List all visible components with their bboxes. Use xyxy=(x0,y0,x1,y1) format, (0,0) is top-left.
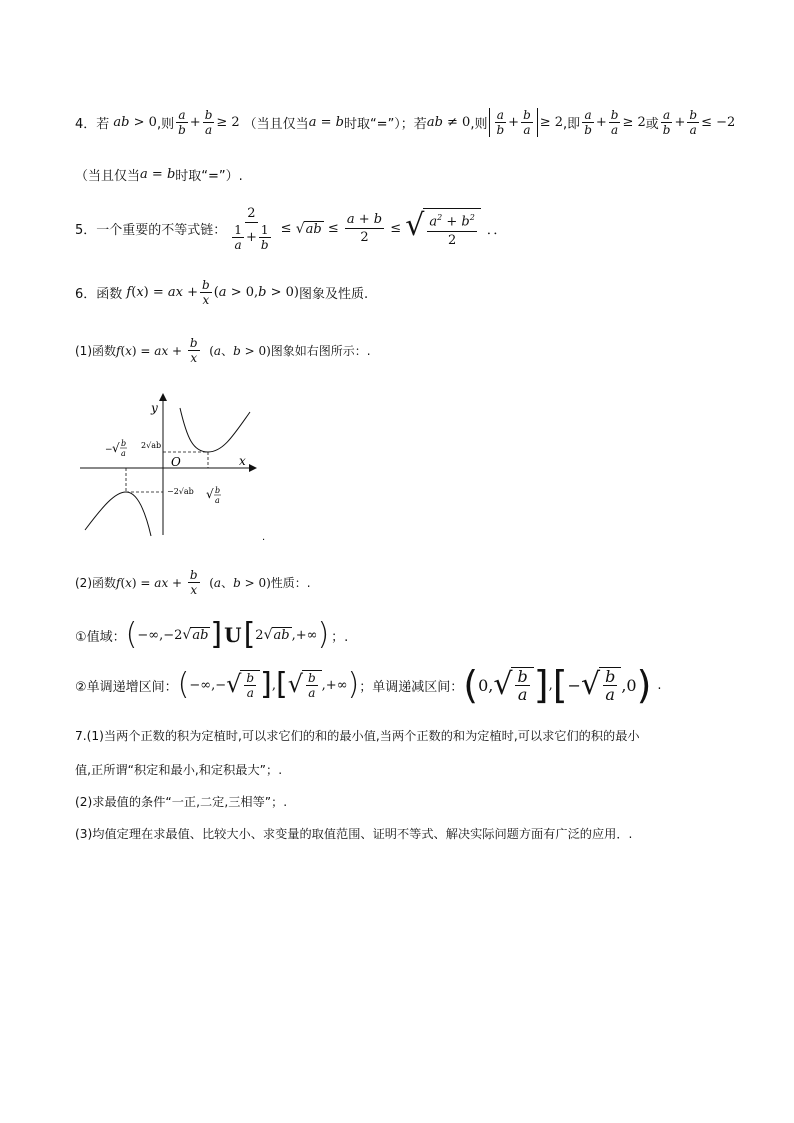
math: a xyxy=(218,285,227,300)
b-over-a-left-den: a xyxy=(121,449,126,458)
fraction: $\frac{b}{a}$ xyxy=(689,108,698,137)
math: √ ab xyxy=(263,627,290,643)
math: a xyxy=(213,575,222,590)
math: ( xyxy=(120,343,126,358)
b-over-a-right-den: a xyxy=(215,496,220,505)
math: f xyxy=(122,285,132,300)
math: [ xyxy=(275,667,288,702)
text: （当且仅当 xyxy=(243,117,309,132)
range-line xyxy=(75,617,349,652)
function-graph xyxy=(75,390,275,550)
math: x xyxy=(136,285,144,300)
origin-label: O xyxy=(171,455,181,469)
item-7-line1: 7.(1)当两个正数的积为定植时,可以求它们的和的最小值,当两个正数的和为定植时,可以求它们的积的最小 xyxy=(75,729,640,743)
math: √ $\frac{b}{a}$ xyxy=(288,670,322,700)
math: −∞,− xyxy=(189,677,227,693)
item-4-line xyxy=(75,108,735,137)
math: ax xyxy=(154,575,169,590)
math: ≠ 0 xyxy=(442,115,471,130)
math: ≥ 2 xyxy=(539,115,564,130)
fraction: $\frac{b}{x}$ xyxy=(189,336,198,365)
math: ≤ xyxy=(323,221,343,236)
monotonic-line xyxy=(75,663,662,707)
math: = xyxy=(151,167,167,182)
math: ,+∞ xyxy=(321,677,348,693)
math: ) = xyxy=(131,343,155,358)
math: ] xyxy=(210,617,223,652)
math: √ $\frac{b}{a}$ xyxy=(581,667,621,703)
text: 性质：. xyxy=(270,576,311,590)
math: = xyxy=(320,115,336,130)
text: （当且仅当 xyxy=(75,169,141,184)
text: ；. xyxy=(331,629,349,645)
text: 若 xyxy=(96,117,110,132)
math: + xyxy=(183,285,199,300)
math: , xyxy=(271,677,276,693)
text: ,即 xyxy=(563,117,581,132)
text: ,则 xyxy=(156,117,175,132)
math: b xyxy=(258,285,267,300)
text: . xyxy=(657,677,662,693)
math: √ ab xyxy=(182,627,209,643)
text: ②单调递增区间： xyxy=(75,679,178,695)
sqrt-label-right: √ xyxy=(206,487,214,501)
math: ax xyxy=(167,285,183,300)
math: a xyxy=(308,115,321,130)
text: 图象如右图所示：. xyxy=(270,344,371,358)
b-over-a-right-num: b xyxy=(215,486,221,495)
text: ①值域： xyxy=(75,629,126,645)
math: ( xyxy=(463,663,479,707)
text: 时取“=”）. xyxy=(175,169,243,184)
math: ) xyxy=(347,667,360,702)
math: ( xyxy=(177,667,190,702)
math: ≤ xyxy=(386,221,406,236)
math: ] xyxy=(260,667,272,702)
b-over-a-left-num: b xyxy=(121,439,127,448)
math: b xyxy=(335,115,344,130)
math: ) xyxy=(636,663,652,707)
x-axis-label: x xyxy=(239,454,246,468)
math: −∞,−2 xyxy=(137,627,183,643)
math: b xyxy=(166,167,176,182)
min-value-label: 2√ab xyxy=(141,441,162,450)
math: U xyxy=(224,623,242,647)
geometric-mean: √ ab xyxy=(295,220,322,237)
math: x xyxy=(125,343,132,358)
fraction: $\frac{a}{b}$ xyxy=(584,108,592,137)
item-5-line xyxy=(75,205,506,252)
fraction: $\frac{b}{a}$ xyxy=(204,108,213,137)
math: ) xyxy=(317,617,330,652)
sub-1-line xyxy=(75,336,371,365)
math: b xyxy=(233,575,241,590)
math: f xyxy=(116,575,121,590)
sqrt-label-left: √ xyxy=(112,441,120,455)
math: , xyxy=(548,677,553,693)
text: 时取“=”）；若 xyxy=(343,117,427,132)
math: > 0) xyxy=(240,343,271,358)
y-axis-label: y xyxy=(151,401,158,415)
text: 图象及性质. xyxy=(298,287,369,302)
math: 、 xyxy=(221,576,234,590)
math: [ xyxy=(552,663,568,707)
neg-sign: − xyxy=(105,445,113,455)
text: ．． xyxy=(486,223,507,238)
text: 或 xyxy=(645,117,659,132)
math: + xyxy=(168,343,186,358)
item-7-line4: (3)均值定理在求最值、比较大小、求变量的取值范围、证明不等式、解决实际问题方面有广泛的应用．. xyxy=(75,827,633,841)
fraction: $\frac{a}{b}$ xyxy=(662,108,671,137)
math: a xyxy=(140,167,152,182)
math: > 0, xyxy=(226,285,259,300)
math: a xyxy=(213,343,222,358)
item-number: 5． xyxy=(75,223,97,238)
math: ] xyxy=(533,663,549,707)
item-7-line3: (2)求最值的条件“一正,二定,三相等”；. xyxy=(75,795,288,809)
math: ≥ 2 xyxy=(622,115,646,130)
max-value-label: −2√ab xyxy=(167,487,194,496)
math: ( xyxy=(120,575,126,590)
math: > 0) xyxy=(266,285,299,300)
math: ab xyxy=(426,115,443,130)
math: 、 xyxy=(221,344,234,358)
math: 2 xyxy=(255,627,264,643)
arithmetic-mean: $\frac{a + b}{2}$ xyxy=(346,212,383,245)
math: ( xyxy=(201,575,214,590)
math: ( xyxy=(213,285,219,300)
math: + xyxy=(168,575,186,590)
math: ) = xyxy=(143,285,168,300)
left-branch-curve xyxy=(85,492,151,536)
math: − xyxy=(567,675,581,695)
sub-2-line xyxy=(75,568,311,597)
math: ( xyxy=(201,343,214,358)
math: 0, xyxy=(478,675,494,695)
abs-value: $\frac{a}{b}$ + $\frac{b}{a}$ xyxy=(489,108,537,137)
math: ( xyxy=(131,285,137,300)
item-number: 4． xyxy=(75,117,97,132)
text: (2)函数 xyxy=(75,576,116,590)
fraction: $\frac{b}{a}$ xyxy=(610,108,619,137)
text: 函数 xyxy=(96,287,123,302)
item-number: 6． xyxy=(75,287,97,302)
math: ≤ −2 xyxy=(701,115,736,130)
trailing-dot: . xyxy=(262,532,266,543)
math: ,0 xyxy=(621,675,637,695)
math: > 0) xyxy=(240,575,271,590)
item-7-line2: 值,正所谓“积定和最小,和定积最大”；. xyxy=(75,763,283,777)
math: ax xyxy=(154,343,169,358)
item-6-line xyxy=(75,278,368,307)
math: ≤ xyxy=(276,221,296,236)
text: 一个重要的不等式链： xyxy=(96,223,227,238)
math: [ xyxy=(243,617,256,652)
math: √ $\frac{b}{a}$ xyxy=(226,670,260,700)
fraction: $\frac{a}{b}$ xyxy=(178,108,186,137)
math: ab xyxy=(109,115,130,130)
fraction: $\frac{b}{x}$ xyxy=(189,568,198,597)
math: x xyxy=(125,575,132,590)
math: b xyxy=(233,343,241,358)
right-branch-curve xyxy=(180,408,250,452)
math: ,+∞ xyxy=(291,627,318,643)
fraction: $\frac{b}{x}$ xyxy=(202,278,210,307)
math: f xyxy=(116,343,121,358)
math: ) = xyxy=(131,575,155,590)
math: ≥ 2 xyxy=(216,115,240,130)
text: (1)函数 xyxy=(75,344,116,358)
harmonic-mean: 2 $\frac{1}{a}$ + $\frac{1}{b}$ xyxy=(234,206,269,252)
math: + xyxy=(595,115,607,130)
quadratic-mean: √ $\frac{a^2 + b^2}{2}$ xyxy=(405,208,481,248)
text: ；单调递减区间： xyxy=(359,679,464,695)
math: √ $\frac{b}{a}$ xyxy=(493,667,533,703)
math: > 0 xyxy=(129,115,157,130)
math: + xyxy=(674,115,686,130)
item-4-cont xyxy=(75,165,243,184)
math: ( xyxy=(125,617,138,652)
text: ,则 xyxy=(470,117,488,132)
math: + xyxy=(189,115,201,130)
